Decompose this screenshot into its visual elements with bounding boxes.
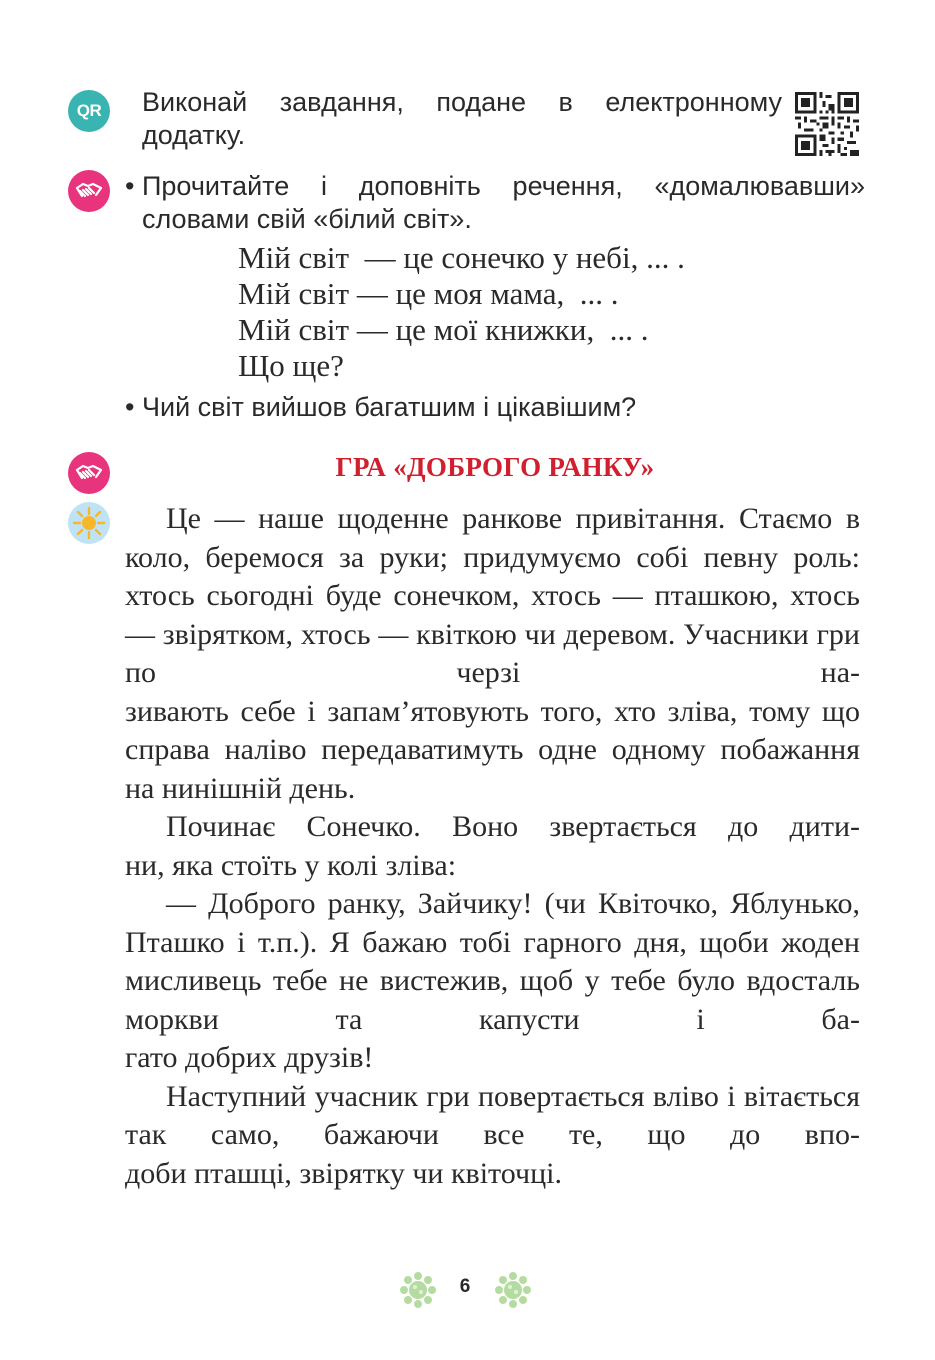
bullet: • [125,392,135,422]
paragraph-tail: гато добрих друзів! [125,1041,374,1074]
intro-line-1: Виконай завдання, подане в електронному [142,87,782,117]
paragraph-tail: ни, яка стоїть у колі зліва: [125,848,457,882]
poem-line: Мій світ — це сонечко у небі, ... . [238,240,685,275]
intro-text [142,86,782,152]
poem-line: Мій світ — це моя мама, ... . [238,276,619,311]
ornament-icon [398,1270,438,1310]
qr-badge-label: QR [76,101,102,120]
qr-code-icon[interactable] [795,92,859,156]
question-text: Чий світ вийшов багатшим і цікавішим? [142,392,637,422]
paragraph-tail: зивають себе і запам’ятовують того, хто зліва, тому що справа наліво передаватимуть одне одному побажання на нинішній день. [125,694,860,805]
handshake-icon-glyph [74,458,104,488]
paragraph-lead: Це — наше щоденне ранкове привітання. Стаємо в коло, беремося за руки; придумуємо собі певну роль: хтось сьогодні буде сонечком, хтось — пташкою, хтось — звірятком, хтось — квіткою чи деревом. Учасники гри по черзі на- [125,502,860,689]
task-line-2: словами свій «білий світ». [142,204,472,234]
handshake-icon [68,170,110,212]
poem-line: Мій світ — це мої книжки, ... . [238,312,649,347]
sun-icon-glyph [72,506,106,540]
ornament-icon [493,1270,533,1310]
handshake-icon-glyph [74,176,104,206]
paragraph-lead: — Доброго ранку, Зайчику! (чи Квіточко, Яблунько, Пташко і т.п.). Я бажаю тобі гарного дня, щоби жоден мисливець тебе не вистежив, щоб у тебе було вдосталь моркви та капусти і ба- [125,887,860,1036]
paragraph-lead: Наступний учасник гри повертається вліво і вітається так само, бажаючи все те, що до впо- [125,1079,860,1151]
body-text [125,500,860,1193]
qr-badge-icon [68,90,110,132]
task-instructions [125,170,865,236]
section-heading: ГРА «ДОБРОГО РАНКУ» [335,452,655,482]
task-line-1: Прочитайте і доповніть речення, «домалювавши» [142,171,865,201]
page-number: 6 [459,1276,471,1297]
intro-line-2: додатку. [142,120,246,150]
question [125,391,636,424]
poem [238,240,685,384]
bullet: • [125,171,135,201]
handshake-icon [68,452,110,494]
paragraph-lead: Починає Сонечко. Воно звертається до дити- [166,810,860,843]
poem-line: Що ще? [238,348,344,383]
paragraph-tail: доби пташці, звірятку чи квіточці. [125,1156,562,1190]
sun-icon [68,502,110,544]
